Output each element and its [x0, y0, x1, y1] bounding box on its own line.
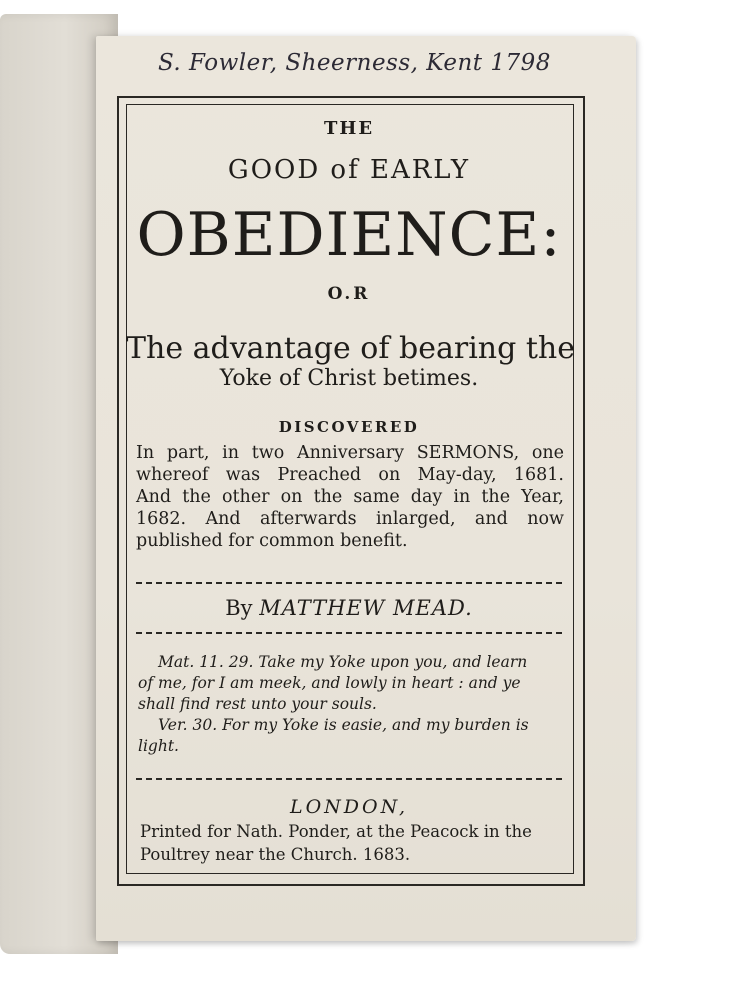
subtitle-yoke: Yoke of Christ betimes.: [219, 366, 479, 391]
author-line: [126, 596, 572, 620]
description-line: published for common benefit.: [136, 531, 408, 551]
scripture-line: shall find rest unto your souls.: [138, 695, 377, 713]
imprint-text: [140, 820, 564, 866]
divider-rule: [136, 778, 562, 780]
divider-rule: [136, 632, 562, 634]
imprint-line-2: Poultrey near the Church. 1683.: [140, 845, 411, 864]
scripture-quote: [138, 652, 564, 757]
sermon-description: [136, 442, 564, 552]
imprint-city: LONDON,: [289, 796, 409, 818]
title-or: O.R: [327, 284, 371, 304]
description-line: In part, in two Anniversary SERMONS, one: [136, 443, 564, 463]
description-line: 1682. And afterwards inlarged, and now: [136, 509, 564, 529]
title-good-of-early: GOOD of EARLY: [227, 155, 471, 185]
title-the: THE: [323, 118, 375, 139]
description-line: whereof was Preached on May-day, 1681.: [136, 465, 564, 485]
author-by: By: [225, 596, 253, 620]
title-obedience: OBEDIENCE:: [136, 200, 562, 270]
scripture-line: light.: [138, 737, 179, 755]
ownership-inscription: S. Fowler, Sheerness, Kent 1798: [158, 50, 551, 76]
scripture-line: Ver. 30. For my Yoke is easie, and my burden is: [158, 716, 529, 734]
subtitle-advantage: The advantage of bearing the: [126, 331, 575, 366]
author-name: MATTHEW MEAD.: [259, 596, 473, 620]
scripture-line: of me, for I am meek, and lowly in heart : and ye: [138, 674, 521, 692]
divider-rule: [136, 582, 562, 584]
scripture-line: Mat. 11. 29. Take my Yoke upon you, and learn: [158, 653, 528, 671]
discovered-heading: DISCOVERED: [278, 418, 420, 436]
description-line: And the other on the same day in the Year,: [136, 487, 564, 507]
imprint-line-1: Printed for Nath. Ponder, at the Peacock in the: [140, 822, 532, 841]
